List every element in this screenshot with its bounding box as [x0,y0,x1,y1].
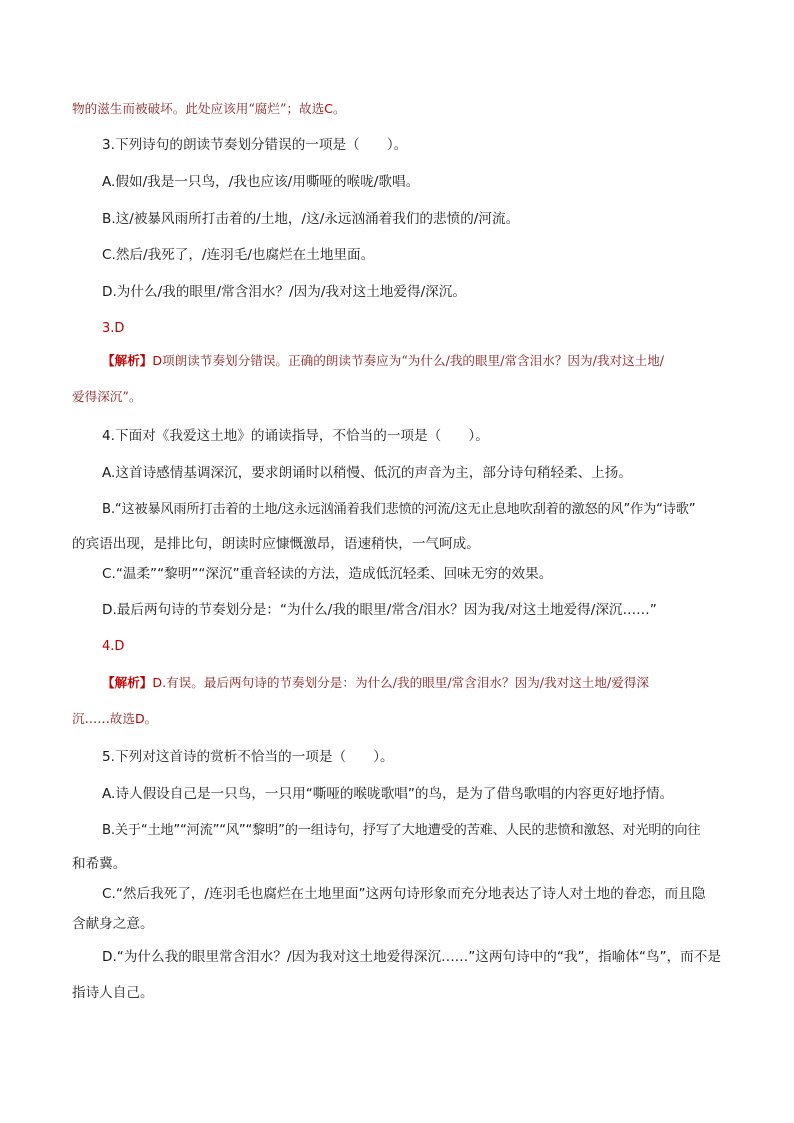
q5-option-b-line1: B.关于“土地”“河流”“风”“黎明”的一组诗句，抒写了大地遭受的苦难、人民的悲愤和激怒、对光明的向往 [102,823,701,838]
q4-analysis-text: 有误。最后两句诗的节奏划分是：为什么/我的眼里/常含泪水？因为/我对这土地/爱得深 [166,675,650,690]
q3-analysis-text: 项朗读节奏划分错误。正确的朗读节奏应为“为什么/我的眼里/常含泪水？因为/我对这土地/ [162,353,665,368]
q5-option-c-line1: C.“然后我死了，/连羽毛也腐烂在土地里面”这两句诗形象而充分地表达了诗人对土地的眷恋，而且隐 [102,886,706,902]
q3-option-a: A.假如/我是一只鸟，/我也应该/用嘶哑的喉咙/歌唱。 [102,174,420,190]
q5-option-c-line2: 含献身之意。 [72,916,154,932]
q3-option-c: C.然后/我死了，/连羽毛/也腐烂在土地里面。 [102,247,375,263]
q3-analysis-letter: D [152,353,163,368]
q5-option-d-line1: D.“为什么我的眼里常含泪水？/因为我对这土地爱得深沉……”这两句诗中的“我”，指喻体“鸟”，而不是 [102,949,721,965]
prior-explanation-tail: 。 [332,101,346,116]
q4-option-b-line1: B.“这被暴风雨所打击着的土地/这永远汹涌着我们悲愤的河流/这无止息地吹刮着的激怒的风”作为“诗歌” [102,502,696,517]
q5-stem: 5.下列对这首诗的赏析不恰当的一项是（ ）。 [102,749,394,765]
prior-explanation [72,100,346,118]
q3-answer: 3.D [102,321,125,336]
q5-option-d-line2: 指诗人自己。 [72,985,154,1001]
q4-analysis-line2-tail: 。 [144,711,158,726]
q3-analysis-tag: 【解析】 [102,353,153,368]
q4-option-a: A.这首诗感情基调深沉，要求朗诵时以稍慢、低沉的声音为主，部分诗句稍轻柔、上扬。 [102,465,632,481]
q4-option-d: D.最后两句诗的节奏划分是：“为什么/我的眼里/常含/泪水？因为我/对这土地爱得/深沉……” [102,602,657,618]
q4-analysis-line1 [102,674,649,692]
q5-option-b-line2: 和希冀。 [72,856,127,872]
q4-analysis-tag: 【解析】 [102,675,153,690]
q4-analysis-line2-letter: D [134,711,145,726]
q4-analysis-line2-text: 沉……故选 [72,711,135,726]
q4-answer: 4.D [102,639,125,654]
q4-analysis-letter: D. [152,675,167,690]
q4-option-b-line2: 的宾语出现，是排比句，朗读时应慷慨激昂，语速稍快，一气呵成。 [72,536,480,552]
q3-option-d: D.为什么/我的眼里/常含泪水？/因为/我对这土地爱得/深沉。 [102,284,466,300]
q3-analysis-line2: 爱得深沉”。 [72,389,142,404]
q3-option-b: B.这/被暴风雨所打击着的/土地，/这/永远汹涌着我们的悲愤的/河流。 [102,211,520,227]
q4-option-c: C.“温柔”“黎明”“深沉”重音轻读的方法，造成低沉轻柔、回味无穷的效果。 [102,566,553,582]
q4-stem: 4.下面对《我爱这土地》的诵读指导，不恰当的一项是（ ）。 [102,428,489,444]
q3-stem: 3.下列诗句的朗读节奏划分错误的一项是（ ）。 [102,137,408,153]
q5-option-a: A.诗人假设自己是一只鸟，一只用“嘶哑的喉咙歌唱”的鸟，是为了借鸟歌唱的内容更好地抒情。 [102,786,674,802]
prior-explanation-text: 物的滋生而被破坏。此处应该用“腐烂”；故选 [72,101,325,116]
q3-analysis-line1 [102,352,664,370]
q4-analysis-line2 [72,710,157,728]
prior-explanation-letter: C [324,101,333,116]
